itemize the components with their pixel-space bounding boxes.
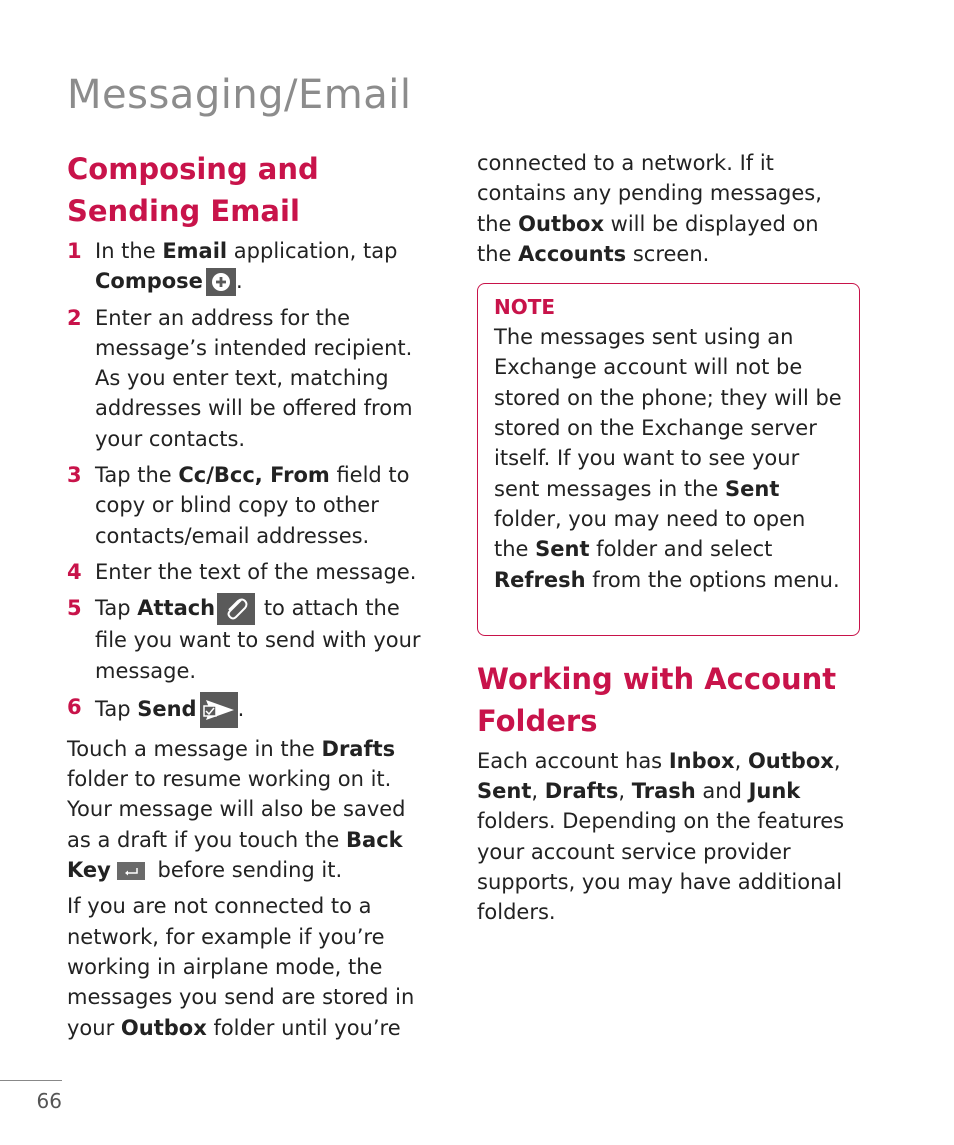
para-bold: Accounts — [518, 241, 627, 266]
step-text: Enter the text of the message. — [95, 559, 417, 584]
para-text: If you are not connected to a network, for example if you’re working in airplane mode, the messages you send are stored in your — [67, 894, 415, 1040]
para-text: , — [734, 748, 748, 773]
right-column — [477, 148, 859, 928]
para-text: and — [695, 779, 749, 804]
step-number: 1 — [67, 239, 82, 263]
note-bold: Sent — [725, 476, 780, 501]
step-number: 2 — [67, 305, 82, 330]
para-text: before sending it. — [150, 858, 343, 883]
para-bold: Outbox — [518, 211, 604, 236]
para-text: will be displayed on the — [477, 211, 819, 266]
step-5 — [67, 593, 427, 686]
note-text — [494, 322, 844, 595]
step-text: In the — [95, 239, 163, 263]
step-bold: Attach — [137, 596, 216, 621]
left-column — [67, 148, 427, 1049]
note-span: from the options menu. — [585, 567, 840, 592]
step-bold: Compose — [95, 269, 203, 294]
para-bold: Drafts — [544, 779, 619, 804]
outbox-paragraph — [67, 891, 427, 1042]
page-title: Messaging/Email — [67, 72, 412, 118]
para-text: , — [618, 779, 632, 804]
steps-list — [67, 236, 427, 728]
section-heading-composing: Composing and Sending Email — [67, 152, 319, 228]
note-label: NOTE — [494, 295, 556, 320]
para-text: , — [531, 779, 545, 804]
compose-plus-icon — [206, 268, 236, 296]
para-text: screen. — [626, 241, 710, 266]
send-icon — [200, 692, 238, 728]
step-text: application, tap — [227, 239, 398, 263]
step-text: Tap — [95, 596, 138, 621]
step-text: . — [237, 696, 245, 721]
note-span: folder, you may need to open the — [494, 506, 806, 562]
para-bold: Inbox — [668, 748, 735, 773]
para-bold: Sent — [477, 779, 532, 804]
step-bold: Email — [162, 239, 228, 263]
step-text: Tap the — [95, 463, 179, 488]
step-number: 6 — [67, 694, 82, 719]
step-6 — [67, 692, 427, 728]
step-bold: Send — [137, 696, 197, 721]
step-number: 4 — [67, 559, 82, 584]
para-bold: Back Key — [67, 827, 403, 883]
note-bold: Refresh — [494, 567, 586, 592]
para-bold: Junk — [748, 779, 801, 804]
step-3 — [67, 460, 427, 551]
folders-paragraph — [477, 746, 859, 928]
drafts-paragraph — [67, 734, 427, 885]
para-text: folder to resume working on it. Your message will also be saved as a draft if you touch the — [67, 767, 406, 852]
step-text: . — [235, 269, 243, 294]
para-bold: Outbox — [747, 748, 834, 773]
para-text: Each account has — [477, 748, 669, 773]
step-1 — [67, 236, 427, 297]
paperclip-icon — [217, 593, 255, 625]
para-bold: Outbox — [120, 1015, 207, 1040]
note-bold: Sent — [535, 537, 590, 562]
step-text: field to copy or blind copy to other contacts/email addresses. — [95, 463, 410, 548]
step-number: 5 — [67, 596, 82, 621]
step-4 — [67, 557, 427, 587]
para-text: , — [833, 748, 841, 773]
note-span: folder and select — [589, 537, 773, 562]
back-key-icon — [117, 862, 145, 880]
section-heading-folders: Working with Account Folders — [477, 661, 837, 738]
step-bold: Cc/Bcc, From — [178, 463, 330, 488]
step-text: Enter an address for the message’s intended recipient. As you enter text, matching addresses will be offered from your contacts. — [95, 305, 413, 451]
step-number: 3 — [67, 463, 82, 488]
step-2 — [67, 303, 427, 454]
para-text: folder until you’re — [206, 1015, 401, 1040]
para-bold: Trash — [631, 779, 696, 804]
note-box — [477, 283, 860, 636]
para-text: Touch a message in the — [67, 736, 322, 761]
para-bold: Drafts — [321, 736, 396, 761]
page-number: 66 — [0, 1080, 62, 1113]
step-text: to attach the file you want to send with your message. — [95, 596, 421, 683]
step-text: Tap — [95, 696, 138, 721]
para-text: connected to a network. If it contains any pending messages, the — [477, 151, 822, 236]
para-text: folders. Depending on the features your account service provider supports, you may have additional folders. — [477, 809, 845, 925]
continued-paragraph — [477, 148, 859, 269]
note-span: The messages sent using an Exchange account will not be stored on the phone; they will be stored on the Exchange server itself. If you want to see your sent messages in the — [494, 325, 842, 501]
